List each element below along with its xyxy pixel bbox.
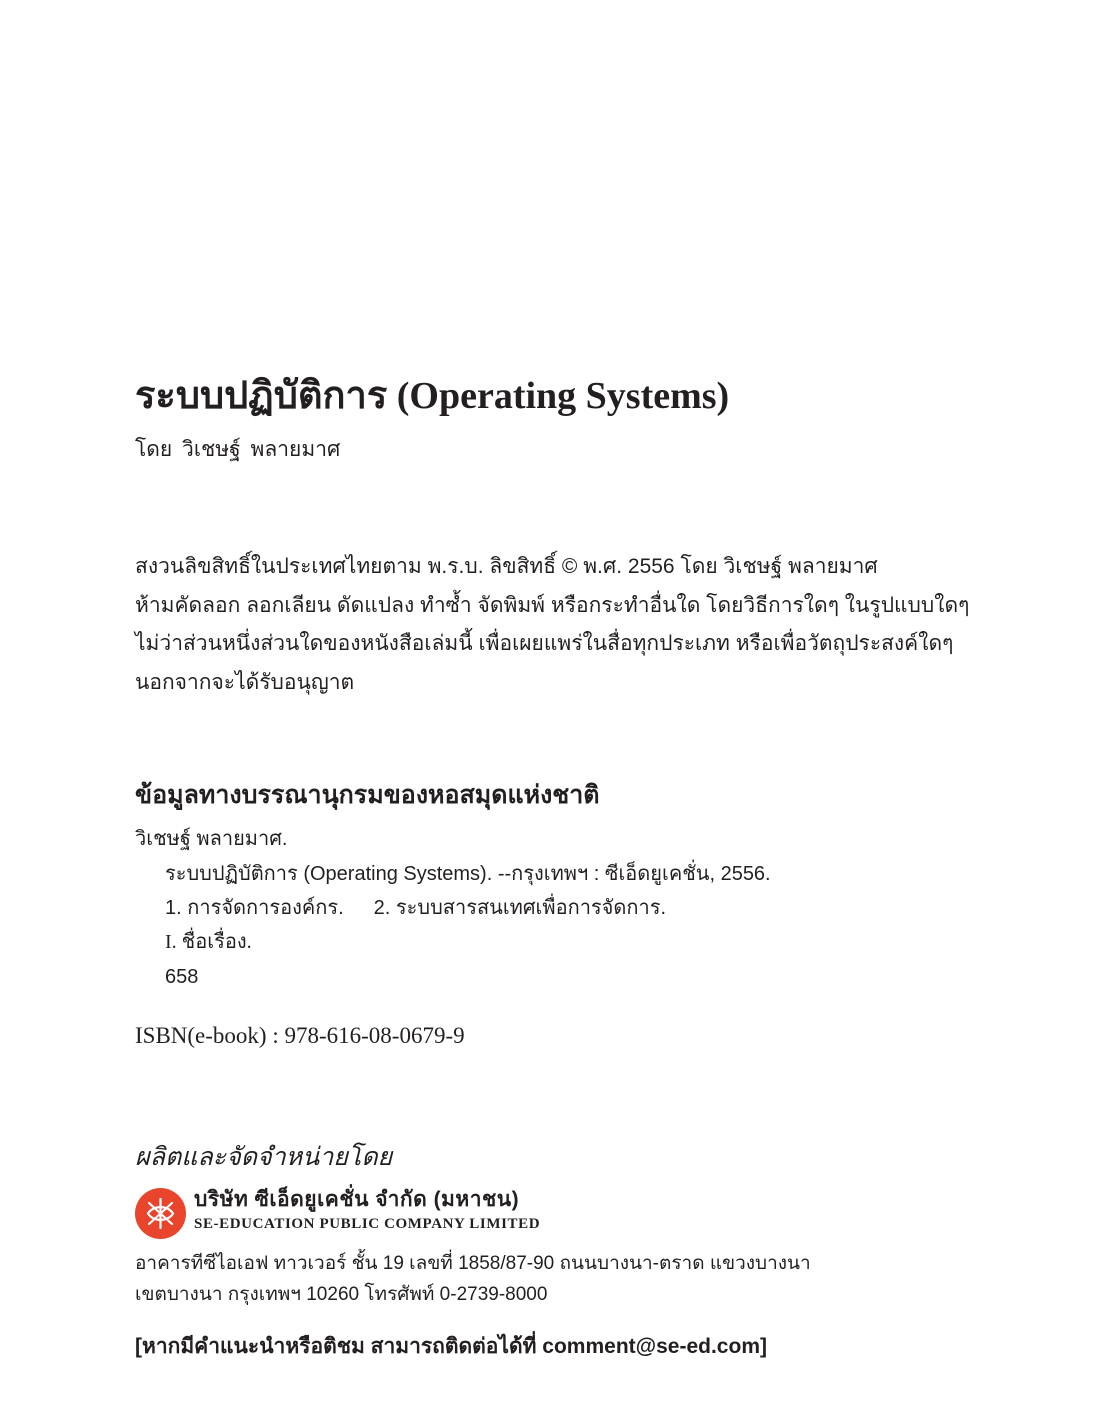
publisher-name-thai: บริษัท ซีเอ็ดยูเคชั่น จำกัด (มหาชน) [194,1188,520,1211]
feedback-contact: [หากมีคำแนะนำหรือติชม สามารถติดต่อได้ที่ comment@se-ed.com] [135,1335,767,1358]
copyright-line: ไม่ว่าส่วนหนึ่งส่วนใดของหนังสือเล่มนี้ เพื่อเผยแพร่ในสื่อทุกประเภท หรือเพื่อวัตถุประสงค์ใดๆ [135,632,954,655]
isbn: ISBN(e-book) : 978-616-08-0679-9 [135,1023,465,1048]
distributed-by: ผลิตและจัดจำหน่ายโดย [135,1144,393,1171]
cip-author: วิเชษฐ์ พลายมาศ. [135,828,288,850]
cip-subject: 2. ระบบสารสนเทศเพื่อการจัดการ. [373,897,667,919]
cip-title-entry: I. ชื่อเรื่อง. [165,931,252,953]
address-line: อาคารทีซีไอเอฟ ทาวเวอร์ ชั้น 19 เลขที่ 1858/87-90 ถนนบางนา-ตราด แขวงบางนา [135,1253,811,1274]
cip-subjects [165,894,666,922]
book-title: ระบบปฏิบัติการ (Operating Systems) [135,375,730,417]
copyright-line: นอกจากจะได้รับอนุญาต [135,670,355,694]
se-ed-logo-icon [135,1188,186,1239]
copyright-line: สงวนลิขสิทธิ์ในประเทศไทยตาม พ.ร.บ. ลิขสิทธิ์ © พ.ศ. 2556 โดย วิเชษฐ์ พลายมาศ [135,555,878,578]
copyright-line: ห้ามคัดลอก ลอกเลียน ดัดแปลง ทำซ้ำ จัดพิมพ์ หรือกระทำอื่นใด โดยวิธีการใดๆ ในรูปแบบใดๆ [135,593,970,617]
author-byline: โดย วิเชษฐ์ พลายมาศ [135,438,341,461]
address-line: เขตบางนา กรุงเทพฯ 10260 โทรศัพท์ 0-2739-8000 [135,1284,548,1305]
publisher-name-english: SE-EDUCATION PUBLIC COMPANY LIMITED [194,1216,541,1232]
cip-classification: 658 [165,966,199,988]
cip-subject: 1. การจัดการองค์กร. [165,897,344,919]
copyright-notice [135,548,1035,702]
cip-title-line: ระบบปฏิบัติการ (Operating Systems). --กรุงเทพฯ : ซีเอ็ดยูเคชั่น, 2556. [165,863,771,885]
publisher-address [135,1248,811,1310]
cip-heading: ข้อมูลทางบรรณานุกรมของหอสมุดแห่งชาติ [135,782,600,809]
